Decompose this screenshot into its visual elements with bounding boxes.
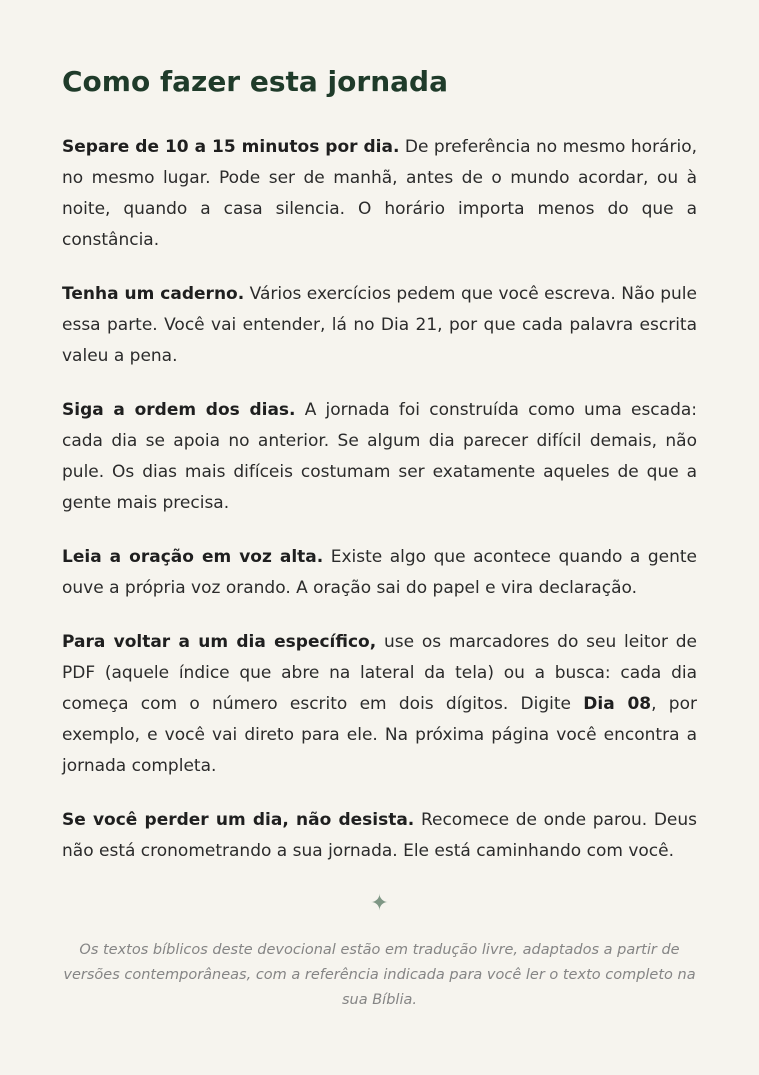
paragraph-notebook <box>62 279 697 372</box>
paragraph-text: De preferência no mesmo horário, no mesmo lugar. Pode ser de manhã, antes de o mundo acordar, ou à noite, quando a casa silencia. O horário importa menos do que a constância. <box>62 137 697 250</box>
paragraph-text-after: , por exemplo, e você vai direto para ele. Na próxima página você encontra a jornada completa. <box>62 694 697 776</box>
paragraph-lead: Separe de 10 a 15 minutos por dia. <box>62 137 400 157</box>
paragraph-text: Recomece de onde parou. Deus não está cronometrando a sua jornada. Ele está caminhando com você. <box>62 810 698 861</box>
paragraph-specific-day <box>62 627 697 782</box>
paragraph-text: Existe algo que acontece quando a gente ouve a própria voz orando. A oração sai do papel e vira declaração. <box>62 547 697 598</box>
paragraph-order <box>62 395 697 519</box>
paragraph-text: Vários exercícios pedem que você escreva. Não pule essa parte. Você vai entender, lá no Dia 21, por que cada palavra escrita valeu a pena. <box>62 284 697 366</box>
paragraph-prayer <box>62 542 697 604</box>
paragraph-lead: Se você perder um dia, não desista. <box>62 810 415 830</box>
paragraph-lead: Tenha um caderno. <box>62 284 245 304</box>
paragraph-time <box>62 132 697 256</box>
paragraph-missed-day <box>62 805 697 867</box>
paragraph-lead: Siga a ordem dos dias. <box>62 400 296 420</box>
footnote: Os textos bíblicos deste devocional estão em tradução livre, adaptados a partir de versões contemporâneas, com a referência indicada para você ler o texto completo na sua Bíblia. <box>63 942 696 1008</box>
sparkle-icon: ✦ <box>370 891 389 916</box>
page-title: Como fazer esta jornada <box>62 65 448 98</box>
paragraph-lead: Leia a oração em voz alta. <box>62 547 324 567</box>
paragraph-emphasis: Dia 08 <box>583 694 652 714</box>
paragraph-text: use os marcadores do seu leitor de PDF (aquele índice que abre na lateral da tela) ou a busca: cada dia começa com o número escrito em dois dígitos. Digite <box>62 632 697 714</box>
paragraph-lead: Para voltar a um dia específico, <box>62 632 377 652</box>
paragraph-text: A jornada foi construída como uma escada: cada dia se apoia no anterior. Se algum dia parecer difícil demais, não pule. Os dias mais difíceis costumam ser exatamente aqueles de que a gente mais precisa. <box>62 400 698 513</box>
